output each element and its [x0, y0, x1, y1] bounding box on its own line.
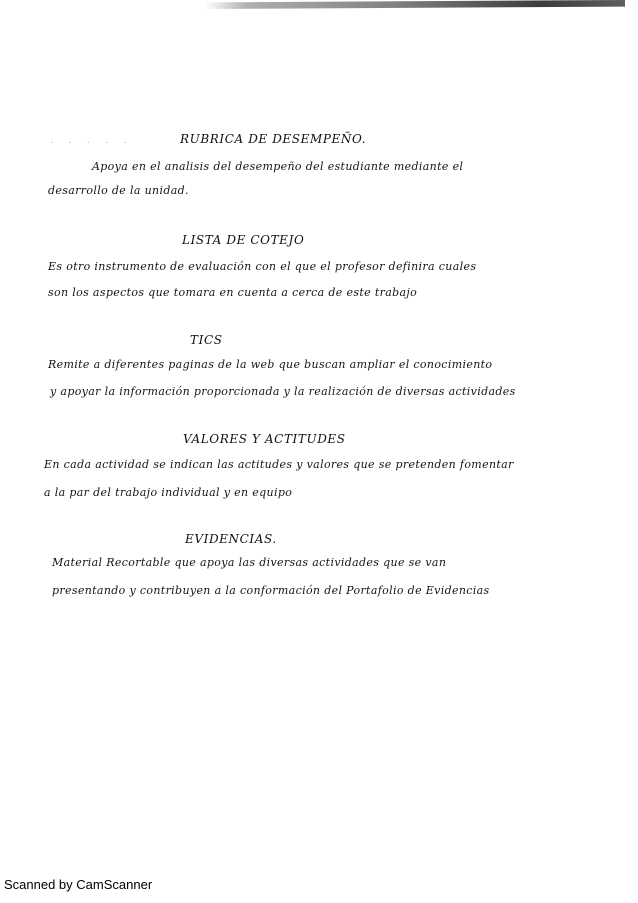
scan-shadow-edge — [205, 0, 625, 12]
section-text-line: Apoya en el analisis del desempeño del estudiante mediante el — [92, 160, 464, 173]
section-text-line: desarrollo de la unidad. — [48, 184, 189, 197]
section-heading-valores-actitudes: VALORES Y ACTITUDES — [183, 432, 346, 446]
section-text-line: En cada actividad se indican las actitudes y valores que se pretenden fomentar — [44, 458, 514, 471]
section-text-line: Material Recortable que apoya las diversas actividades que se van — [52, 556, 447, 569]
section-heading-lista-cotejo: LISTA DE COTEJO — [182, 233, 305, 247]
section-heading-tics: TICS — [190, 333, 223, 347]
scanner-watermark: Scanned by CamScanner — [4, 877, 153, 892]
section-text-line: son los aspectos que tomara en cuenta a cerca de este trabajo — [48, 286, 418, 299]
section-text-line: a la par del trabajo individual y en equipo — [44, 486, 293, 499]
section-text-line: presentando y contribuyen a la conformación del Portafolio de Evidencias — [52, 584, 490, 597]
section-text-line: y apoyar la información proporcionada y la realización de diversas actividades — [50, 385, 516, 398]
section-heading-evidencias: EVIDENCIAS. — [185, 532, 277, 546]
faint-marks: · · · · · — [50, 138, 133, 149]
section-text-line: Es otro instrumento de evaluación con el que el profesor definira cuales — [48, 260, 477, 273]
section-text-line: Remite a diferentes paginas de la web que buscan ampliar el conocimiento — [48, 358, 493, 371]
section-heading-rubrica: RUBRICA DE DESEMPEÑO. — [180, 132, 367, 146]
